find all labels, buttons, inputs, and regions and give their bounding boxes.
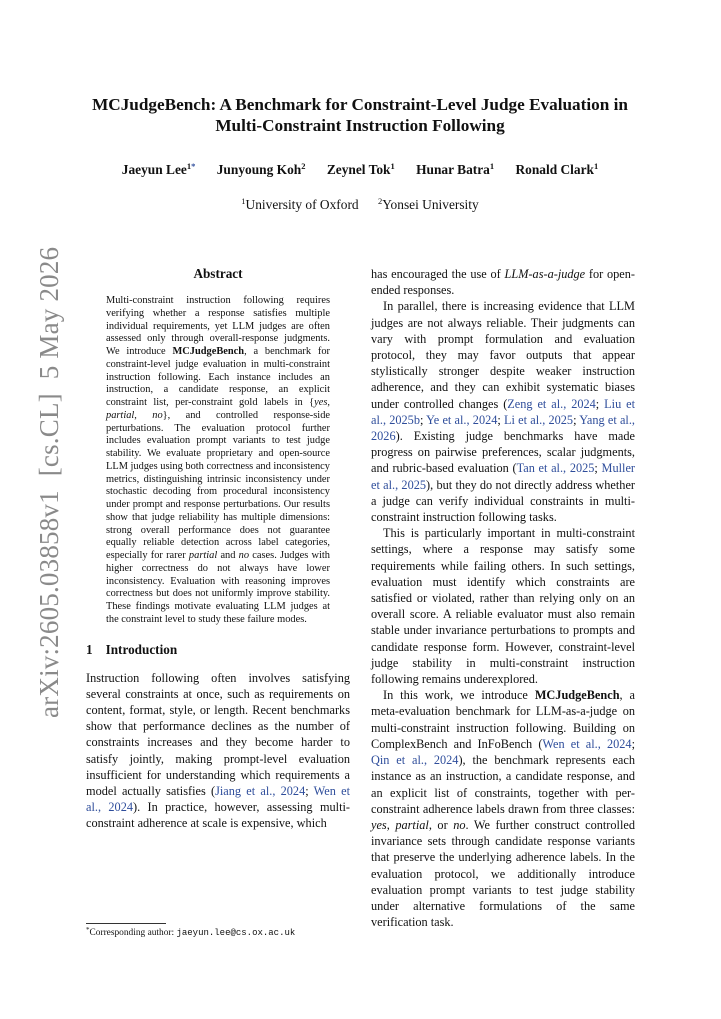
corresponding-author-mark[interactable]: *: [191, 161, 196, 171]
footnote: *Corresponding author: jaeyun.lee@cs.ox.ac.uk: [86, 926, 296, 938]
paragraph-judge-reliability: In parallel, there is increasing evidence that LLM judges are not always reliable. Their judgments can vary with prompt formulation and evaluation protocol, they may favor outputs that appear stylistically stronger despite weaker instruction adherence, and they can exhibit systematic biases under controlled changes (Zeng et al., 2024; Liu et al., 2025b; Ye et al., 2024; Li et al., 2025; Yang et al., 2026). Existing judge benchmarks have made progress on pairwise preferences, scalar judgments, and rubric-based evaluation (Tan et al., 2025; Muller et al., 2025), but they do not directly address whether a judge can verify individual constraints in multi-constraint instruction following tasks.: [371, 299, 636, 525]
author-5: Ronald Clark$^1$: [515, 161, 599, 177]
citation-link[interactable]: Muller et al., 2025: [371, 461, 635, 492]
author-email[interactable]: jaeyun.lee@cs.ox.ac.uk: [176, 928, 296, 938]
paragraph-multi-constraint-settings: This is particularly important in multi-constraint settings, where a response may satisfy some requirements while failing others. In such settings, evaluation must identify which constraints are satisfied or violated, rather than relying only on an overall score. A reliable evaluator must also remain stable under invariance perturbations to prompts and candidate response form. However, constraint-level judge stability in multi-constraint instruction following remains underexplored.: [371, 526, 635, 687]
citation-link[interactable]: Yang et al., 2026: [371, 412, 635, 444]
citation-link[interactable]: Jiang et al., 2024: [215, 783, 306, 798]
paragraph-contribution: In this work, we introduce MCJudgeBench, a meta-evaluation benchmark for LLM-as-a-judge on multi-constraint instruction following. Building on ComplexBench and InFoBench (Wen et al., 2024; Qin et al., 2024), the benchmark represents each instance as an instruction, a candidate response, and an explicit list of constraints, together with per-constraint adherence labels drawn from three classes: yes, partial, or no. We further construct controlled invariance sets through candidate response variants that preserve the underlying adherence labels. In the evaluation protocol, we additionally introduce evaluation prompt variants to test judge stability under alternative formulations of the same verification task.: [371, 688, 635, 930]
paper-title: [60, 94, 660, 136]
citation-link[interactable]: Wen et al., 2024: [542, 736, 632, 751]
abstract-heading: Abstract: [193, 266, 243, 281]
affiliations: [60, 196, 660, 213]
introduction-paragraph-1: Instruction following often involves satisfying several constraints at once, such as requirements on content, format, style, or length. Recent benchmarks show that performance declines as the number of constraints increases and they become harder to satisfy jointly, making prompt-level evaluation insufficient for understanding which requirements a model actually satisfies (Jiang et al., 2024; Wen et al., 2024). In practice, however, assessing multi-constraint adherence at scale is expensive, which: [86, 670, 351, 831]
citation-link[interactable]: Liu et al., 2025b: [371, 396, 636, 427]
title-line-1: MCJudgeBench: A Benchmark for Constraint-Level Judge Evaluation in: [92, 95, 628, 114]
footnote-divider: [86, 923, 166, 924]
left-column: [86, 266, 350, 832]
arxiv-identifier-stamp: arXiv:2605.03858v1 [cs.CL] 5 May 2026: [34, 246, 64, 718]
citation-link[interactable]: Wen et al., 2024: [86, 783, 351, 815]
citation-link[interactable]: Ye et al., 2024: [426, 412, 498, 427]
title-line-2: Multi-Constraint Instruction Following: [215, 116, 505, 135]
abstract-body: Multi-constraint instruction following requires verifying whether a response satisfies multiple individual requirements, yet LLM judges are often assessed only through overall-response judgments. We introduce MCJudgeBench, a benchmark for constraint-level judge evaluation in multi-constraint instruction following. Each instance includes an instruction, a candidate response, an explicit constraint list, per-constraint gold labels in {yes, partial, no}, and controlled response-side perturbations. The evaluation protocol further includes evaluation prompt variants to test judge stability. We evaluate proprietary and open-source LLM judges using both correctness and inconsistency metrics, distinguishing intrinsic inconsistency under stochastic decoding from procedural inconsistency under prompt and response perturbations. Our results show that judge reliability has multiple dimensions: strong overall performance does not guarantee equally reliable detection across label categories, especially for rarer partial and no cases. Judges with higher correctness do not always have lower inconsistency. Evaluation with reasoning improves correctness but does not uniformly improve stability. These findings motivate evaluating LLM judges at the constraint level to study these failure modes.: [106, 295, 331, 625]
author-1: Jaeyun Lee$^{1*}$: [121, 161, 196, 177]
author-4: Hunar Batra$^1$: [416, 161, 495, 177]
right-column: [371, 266, 635, 930]
citation-link[interactable]: Li et al., 2025: [504, 412, 574, 427]
author-3: Zeynel Tok$^1$: [326, 161, 395, 177]
paragraph-continuation: has encouraged the use of LLM-as-a-judge for open-ended responses.: [371, 267, 635, 298]
citation-link[interactable]: Qin et al., 2024: [371, 753, 459, 768]
author-list: [60, 161, 660, 178]
citation-link[interactable]: Tan et al., 2025: [516, 461, 595, 476]
citation-link[interactable]: Zeng et al., 2024: [507, 396, 596, 411]
author-2: Junyoung Koh$^2$: [216, 161, 306, 177]
affiliation-2: $^2$Yonsei University: [377, 196, 479, 212]
affiliation-1: $^1$University of Oxford: [241, 196, 359, 212]
section-heading-introduction: 1 Introduction: [86, 641, 178, 657]
